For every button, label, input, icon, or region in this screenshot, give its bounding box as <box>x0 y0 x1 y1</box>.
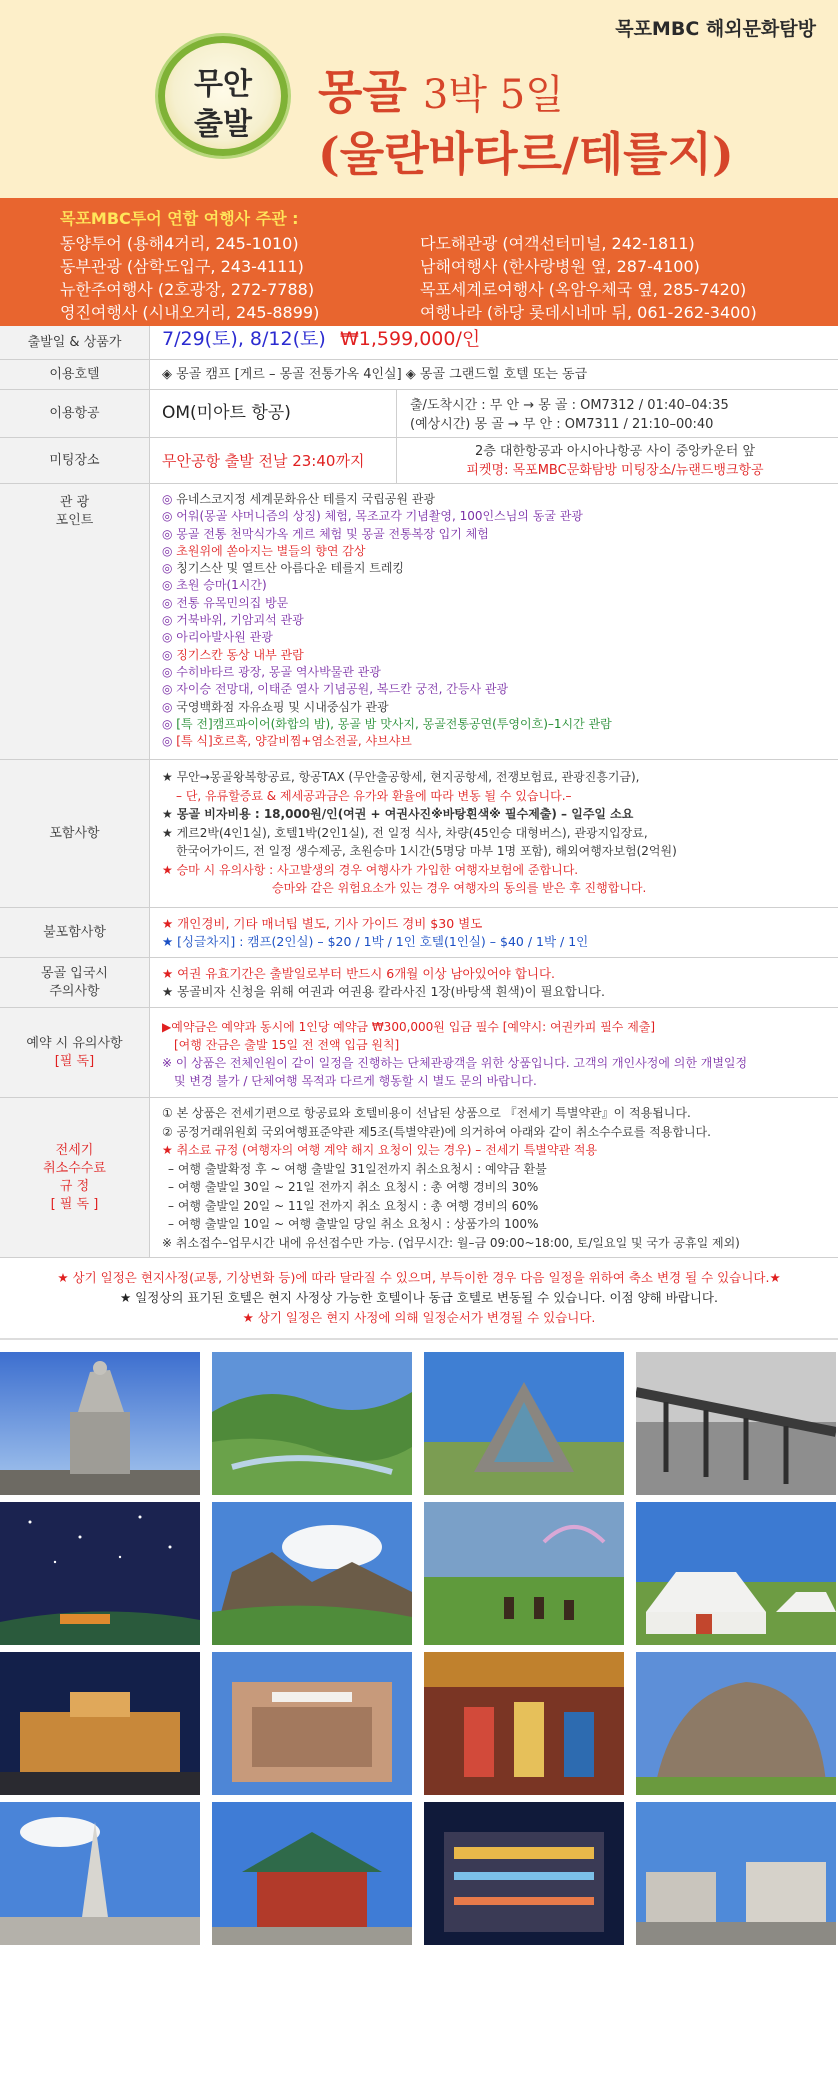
entry-item: ★ 여권 유효기간은 출발일로부터 반드시 6개월 이상 남아있어야 합니다. <box>162 966 556 981</box>
row-airline <box>0 390 838 438</box>
agency-item: 남해여행사 (한사랑병원 옆, 287-4100) <box>420 257 700 276</box>
label-booking <box>0 1008 150 1097</box>
photo-sukhbaatar-square <box>636 1802 836 1945</box>
point-item: ◎ 전통 유목민의집 방문 <box>162 595 289 610</box>
cancel-item: ① 본 상품은 전세기편으로 항공료와 호텔비용이 선납된 상품으로 『전세기 특별약관』이 적용됩니다. <box>162 1106 691 1120</box>
booking-list <box>150 1008 838 1097</box>
cancel-item: ※ 취소접수–업무시간 내에 유선접수만 가능. (업무시간: 월–금 09:00~18:00, 토/일요일 및 국가 공휴일 제외) <box>162 1235 740 1250</box>
label-cancel-line-1: 전세기 <box>55 1142 94 1158</box>
photo-wooden-bridge <box>636 1352 836 1495</box>
agency-item: 여행나라 (하당 롯데시네마 뒤, 061-262-3400) <box>420 303 757 322</box>
photo-traditional-performance <box>424 1652 624 1795</box>
include-item: ★ 승마 시 유의사항 : 사고발생의 경우 여행사가 가입한 여행자보험에 준합니다. <box>162 862 579 877</box>
point-item: ◎ 자이승 전망대, 이태준 열사 기념공원, 복드칸 궁전, 간등사 관광 <box>162 682 509 697</box>
booking-item: ▶예약금은 예약과 동시에 1인당 예약금 ₩300,000원 입금 필수 [예약시: 여권카피 필수 제출] <box>162 1020 656 1034</box>
point-item: ◎ [특 전]캠프파이어(화합의 밤), 몽골 밤 맛사지, 몽골전통공연(투영이흐)–1시간 관람 <box>162 716 612 731</box>
row-entry <box>0 958 838 1008</box>
cancel-list <box>150 1098 838 1257</box>
row-meeting <box>0 438 838 484</box>
tour-title <box>318 56 564 122</box>
label-entry-line-2: 주의사항 <box>49 983 100 999</box>
airline-name: OM(미아트 항공) <box>162 403 291 423</box>
agency-item: 영진여행사 (시내오거리, 245-8899) <box>60 303 320 322</box>
photo-bogd-khan-palace <box>212 1802 412 1945</box>
agencies-left-column <box>60 232 319 324</box>
photo-zaisan-memorial <box>0 1802 200 1945</box>
photo-state-department-store <box>424 1802 624 1945</box>
row-include <box>0 760 838 908</box>
cancel-item: ★ 취소료 규정 (여행자의 여행 계약 해지 요청이 있는 경우) – 전세기 특별약관 적용 <box>162 1143 598 1157</box>
meeting-divider <box>396 438 397 483</box>
include-item: – 단, 유류할증료 & 제세공과금은 유가와 환율에 따라 변동 될 수 있습니다.– <box>176 788 572 803</box>
photo-river-valley <box>212 1352 412 1495</box>
booking-item: [여행 잔금은 출발 15일 전 전액 입금 원칙] <box>174 1038 400 1052</box>
include-item: ★ 몽골 비자비용 : 18,000원/인(여권 + 여권사진※바탕흰색※ 필수제출) – 일주일 소요 <box>162 807 634 821</box>
cancel-item: – 여행 출발일 10일 ~ 여행 출발일 당일 취소 요청시 : 상품가의 100% <box>168 1217 539 1231</box>
flight-line-2: (예상시간) 몽 골 → 무 안 : OM7311 / 21:10–00:40 <box>410 417 714 432</box>
point-item: ◎ 칭기스산 및 열트산 아름다운 테를지 트레킹 <box>162 561 405 576</box>
agencies-right-column <box>420 232 757 324</box>
row-points <box>0 484 838 760</box>
point-item: ◎ 몽골 전통 천막식가옥 게르 체험 및 몽골 전통복장 입기 체험 <box>162 526 489 541</box>
photo-ovoo <box>424 1352 624 1495</box>
cancel-item: – 여행 출발확정 후 ~ 여행 출발일 31일전까지 취소요청시 : 예약금 환불 <box>168 1161 547 1176</box>
hotel-value: ◈ 몽골 캠프 [게르 – 몽골 전통가옥 4인실] ◈ 몽골 그랜드힐 호텔 또는 동급 <box>162 367 588 382</box>
include-item: 승마와 같은 위험요소가 있는 경우 여행자의 동의를 받은 후 진행합니다. <box>272 881 647 895</box>
agency-item: 동양투어 (용해4거리, 245-1010) <box>60 234 299 253</box>
label-points <box>0 484 150 759</box>
label-cancel-line-2: 취소수수료 <box>43 1160 106 1176</box>
row-cancel <box>0 1098 838 1258</box>
badge-line-1: 무안 <box>194 67 252 102</box>
meeting-time: 무안공항 출발 전날 23:40까지 <box>162 452 365 470</box>
departure-badge <box>158 36 288 156</box>
point-item: ◎ 초원위에 쏟아지는 별들의 향연 감상 <box>162 543 366 558</box>
header-banner <box>0 0 838 198</box>
agency-item: 목포세계로여행사 (옥암우체국 옆, 285-7420) <box>420 280 747 299</box>
cancel-item: ② 공정거래위원회 국외여행표준약관 제5조(특별약관)에 의거하여 아래와 같이 취소수수료를 적용합니다. <box>162 1124 711 1139</box>
exclude-list <box>150 908 838 957</box>
departure-dates: 7/29(토), 8/12(토) <box>162 328 326 350</box>
flight-schedule <box>410 396 729 434</box>
label-cancel <box>0 1098 150 1257</box>
row-hotel <box>0 360 838 390</box>
point-item: ◎ 초원 승마(1시간) <box>162 578 267 593</box>
meeting-picket: 피켓명: 목포MBC문화탐방 미팅장소/뉴랜드뱅크항공 <box>466 463 764 478</box>
notice-1: ★ 상기 일정은 현지사정(교통, 기상변화 등)에 따라 달라질 수 있으며, 부득이한 경우 다음 일정을 위하여 축소 변경 될 수 있습니다.★ <box>57 1270 781 1285</box>
point-item: ◎ 어워(몽골 샤머니즘의 상징) 체험, 목조교각 기념촬영, 100인스님의 동굴 관광 <box>162 509 583 524</box>
point-item: ◎ [특 식]호르혹, 양갈비찜+염소전골, 샤브샤브 <box>162 734 412 749</box>
photo-rock-mountain <box>212 1502 412 1645</box>
point-item: ◎ 국영백화점 자유쇼핑 및 시내중심가 관광 <box>162 699 389 714</box>
point-item: ◎ 징기스칸 동상 내부 관람 <box>162 647 304 662</box>
point-item: ◎ 아리아발사원 관광 <box>162 630 273 645</box>
include-list <box>150 760 838 907</box>
notice-2: ★ 일정상의 표기된 호텔은 현지 사정상 가능한 호텔이나 동급 호텔로 변동될 수 있습니다. 이점 양해 바랍니다. <box>120 1290 718 1305</box>
label-points-line-2: 포인트 <box>55 513 94 528</box>
flight-line-1: 출/도착시간 : 무 안 → 몽 골 : OM7312 / 01:40–04:35 <box>410 398 729 413</box>
label-points-line-1: 관 광 <box>59 495 90 510</box>
label-entry <box>0 958 150 1007</box>
brand-name: 목포MBC 해외문화탐방 <box>615 18 816 40</box>
label-include: 포함사항 <box>0 760 150 907</box>
entry-item: ★ 몽골비자 신청을 위해 여권과 여권용 칼라사진 1장(바탕색 흰색)이 필요합니다. <box>162 984 605 999</box>
meeting-place-line-1: 2층 대한항공과 아시아나항공 사이 중앙카운터 앞 <box>474 444 756 459</box>
label-exclude: 불포함사항 <box>0 908 150 957</box>
exclude-item: ★ [싱글차지] : 캠프(2인실) – $20 / 1박 / 1인 호텔(1인실) – $40 / 1박 / 1인 <box>162 934 589 949</box>
include-item: 한국어가이드, 전 일정 생수제공, 초원승마 1시간(5명당 마부 1명 포함), 해외여행자보험(2억원) <box>176 844 677 858</box>
tour-subtitle: (울란바타르/테를지) <box>318 127 734 181</box>
label-booking-line-2: [필 독] <box>54 1053 95 1069</box>
photo-ger-camp <box>636 1502 836 1645</box>
include-item: ★ 무안→몽골왕복항공료, 항공TAX (무안출공항세, 현지공항세, 전쟁보험료, 관광진흥기금), <box>162 770 640 784</box>
label-airline: 이용항공 <box>0 390 150 437</box>
photo-horse-riding <box>424 1502 624 1645</box>
booking-item: ※ 이 상품은 전체인원이 같이 일정을 진행하는 단체관광객을 위한 상품입니다. 고객의 개인사정에 의한 개별일정 <box>162 1056 748 1070</box>
point-item: ◎ 유네스코지정 세계문화유산 테를지 국립공원 관광 <box>162 492 435 506</box>
exclude-item: ★ 개인경비, 기타 매너팁 별도, 기사 가이드 경비 $30 별도 <box>162 916 483 931</box>
label-booking-line-1: 예약 시 유의사항 <box>26 1035 123 1051</box>
row-exclude <box>0 908 838 958</box>
agencies-band <box>0 198 838 326</box>
label-date-price: 출발일 & 상품가 <box>0 326 150 359</box>
agency-item: 뉴한주여행사 (2호광장, 272-7788) <box>60 280 315 299</box>
label-cancel-line-4: [ 필 독 ] <box>50 1196 99 1212</box>
photo-museum <box>212 1652 412 1795</box>
meeting-place <box>410 442 820 480</box>
cancel-item: – 여행 출발일 20일 ~ 11일 전까지 취소 요청시 : 총 여행 경비의 60% <box>168 1198 539 1213</box>
label-cancel-line-3: 규 정 <box>59 1178 90 1194</box>
booking-item: 및 변경 불가 / 단체여행 목적과 다르게 행동할 시 별도 문의 바랍니다. <box>174 1074 537 1088</box>
cancel-item: – 여행 출발일 30일 ~ 21일 전까지 취소 요청시 : 총 여행 경비의 30% <box>168 1180 539 1194</box>
badge-line-2: 출발 <box>194 107 252 142</box>
label-hotel: 이용호텔 <box>0 360 150 389</box>
agency-item: 동부관광 (삼학도입구, 243-4111) <box>60 257 304 276</box>
point-item: ◎ 거북바위, 기암괴석 관광 <box>162 613 304 628</box>
tour-title-days: 3박 5일 <box>422 72 564 118</box>
airline-divider <box>396 390 397 437</box>
label-entry-line-1: 몽골 입국시 <box>41 965 108 981</box>
row-date-price <box>0 326 838 360</box>
photo-government-palace <box>0 1652 200 1795</box>
points-list <box>150 484 838 759</box>
divider <box>0 1338 838 1340</box>
notice-3: ★ 상기 일정은 현지 사정에 의해 일정순서가 변경될 수 있습니다. <box>242 1310 596 1325</box>
photo-starry-night <box>0 1502 200 1645</box>
photo-gallery <box>0 1352 838 1944</box>
photo-turtle-rock <box>636 1652 836 1795</box>
photo-genghis-statue <box>0 1352 200 1495</box>
include-item: ★ 게르2박(4인1실), 호텔1박(2인1실), 전 일정 식사, 차량(45인승 대형버스), 관광지입장료, <box>162 825 648 840</box>
point-item: ◎ 수히바타르 광장, 몽골 역사박물관 관광 <box>162 664 381 679</box>
entry-list <box>150 958 838 1007</box>
row-booking <box>0 1008 838 1098</box>
label-meeting: 미팅장소 <box>0 438 150 483</box>
agency-item: 다도해관광 (여객선터미널, 242-1811) <box>420 234 695 253</box>
tour-price: ₩1,599,000/인 <box>340 328 481 350</box>
agencies-heading: 목포MBC투어 연합 여행사 주관 : <box>60 209 299 228</box>
tour-title-main: 몽골 <box>318 65 407 119</box>
